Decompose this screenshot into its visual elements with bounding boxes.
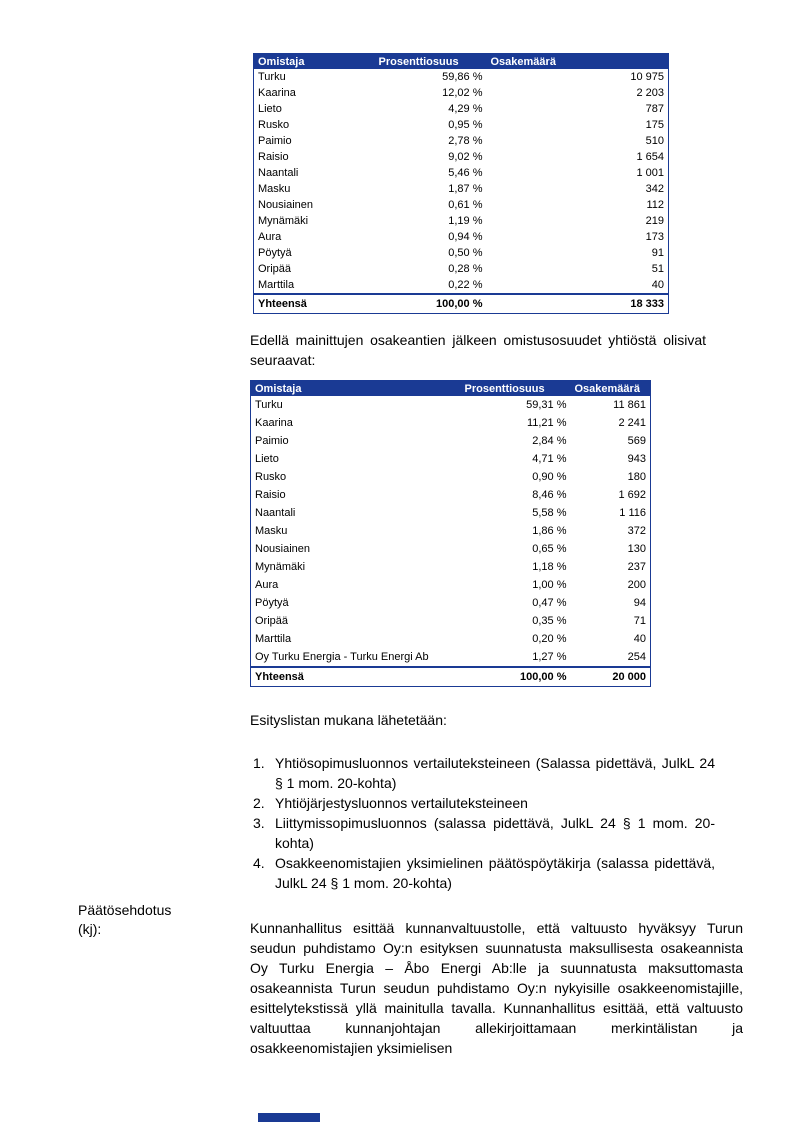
next-table-header-fragment [258, 1113, 320, 1122]
decision-proposal-label-line2: (kj): [78, 921, 102, 937]
cell-owner: Pöytyä [258, 247, 292, 259]
cell-percent: 12,02 % [442, 87, 483, 99]
list-item-number: 1. [253, 755, 265, 771]
cell-percent: 0,35 % [532, 615, 567, 627]
cell-percent: 1,18 % [532, 561, 567, 573]
list-item [253, 853, 715, 893]
cell-shares: 175 [645, 119, 664, 131]
cell-percent: 5,58 % [532, 507, 567, 519]
ownership-table-before [253, 53, 669, 314]
cell-owner: Kaarina [255, 417, 293, 429]
cell-total-label: Yhteensä [254, 294, 375, 314]
list-item-text: Liittymissopimusluonnos (salassa pidettävä, JulkL 24 § 1 mom. 20-kohta) [275, 815, 715, 851]
cell-shares: 1 692 [618, 489, 646, 501]
table-row [251, 486, 651, 504]
cell-shares: 1 654 [636, 151, 664, 163]
cell-owner: Mynämäki [258, 215, 309, 227]
cell-owner: Rusko [258, 119, 290, 131]
cell-percent: 1,19 % [448, 215, 483, 227]
table-row [251, 648, 651, 667]
cell-owner: Lieto [258, 103, 282, 115]
cell-shares: 569 [627, 435, 646, 447]
cell-percent: 1,86 % [532, 525, 567, 537]
cell-shares: 200 [627, 579, 646, 591]
cell-shares: 91 [651, 247, 664, 259]
table-row [254, 69, 669, 85]
cell-percent: 0,50 % [448, 247, 483, 259]
table-row [254, 213, 669, 229]
cell-percent: 2,78 % [448, 135, 483, 147]
list-item-text: Osakkeenomistajien yksimielinen päätöspöytäkirja (salassa pidettävä, JulkL 24 § 1 mom. 20-kohta) [275, 855, 715, 891]
table-row [251, 522, 651, 540]
cell-owner: Raisio [258, 151, 289, 163]
table-row [251, 576, 651, 594]
list-item-text: Yhtiösopimusluonnos vertailuteksteineen (Salassa pidettävä, JulkL 24 § 1 mom. 20-kohta) [275, 755, 715, 791]
table-row [251, 558, 651, 576]
cell-percent: 0,22 % [448, 279, 483, 291]
cell-total-percent: 100,00 % [461, 667, 571, 687]
cell-owner: Masku [255, 525, 288, 537]
cell-owner: Naantali [255, 507, 296, 519]
cell-shares: 180 [627, 471, 646, 483]
cell-percent: 2,84 % [532, 435, 567, 447]
cell-percent: 1,00 % [532, 579, 567, 591]
cell-shares: 51 [651, 263, 664, 275]
table-row [254, 149, 669, 165]
cell-owner: Aura [255, 579, 279, 591]
column-header-percent: Prosenttiosuus [461, 381, 571, 397]
cell-shares: 112 [646, 199, 664, 211]
cell-owner: Pöytyä [255, 597, 289, 609]
table-row [254, 165, 669, 181]
cell-owner: Raisio [255, 489, 286, 501]
cell-owner: Turku [258, 71, 286, 83]
cell-shares: 237 [627, 561, 646, 573]
column-header-owner: Omistaja [251, 381, 461, 397]
cell-shares: 173 [645, 231, 664, 243]
cell-percent: 8,46 % [532, 489, 567, 501]
cell-shares: 342 [645, 183, 664, 195]
cell-owner: Marttila [258, 279, 295, 291]
cell-owner: Kaarina [258, 87, 296, 99]
cell-percent: 1,27 % [532, 651, 567, 663]
cell-shares: 1 116 [619, 507, 646, 519]
cell-owner: Nousiainen [255, 543, 311, 555]
cell-percent: 5,46 % [448, 167, 483, 179]
cell-percent: 0,65 % [532, 543, 567, 555]
cell-owner: Oripää [258, 263, 292, 275]
cell-total-shares: 20 000 [571, 667, 651, 687]
cell-percent: 1,87 % [448, 183, 483, 195]
table-total-row [251, 667, 651, 687]
table-row [251, 432, 651, 450]
cell-percent: 4,29 % [448, 103, 483, 115]
cell-owner: Paimio [258, 135, 292, 147]
cell-shares: 94 [633, 597, 646, 609]
table-row [254, 277, 669, 294]
list-item-number: 4. [253, 855, 265, 871]
cell-percent: 0,61 % [448, 199, 483, 211]
table-row [251, 504, 651, 522]
cell-shares: 1 001 [636, 167, 664, 179]
table-row [251, 450, 651, 468]
cell-owner: Aura [258, 231, 282, 243]
table-row [251, 594, 651, 612]
table-row [251, 468, 651, 486]
cell-shares: 10 975 [630, 71, 664, 83]
ownership-table-after [250, 380, 651, 687]
table-row [251, 540, 651, 558]
table-row [251, 630, 651, 648]
table-row [254, 245, 669, 261]
cell-percent: 59,86 % [442, 71, 483, 83]
cell-owner: Rusko [255, 471, 287, 483]
cell-percent: 11,21 % [526, 417, 567, 429]
cell-shares: 40 [651, 279, 664, 291]
between-tables-paragraph: Edellä mainittujen osakeantien jälkeen omistusosuudet yhtiöstä olisivat seuraavat: [250, 332, 706, 368]
list-item [253, 753, 715, 793]
table-row [254, 101, 669, 117]
cell-shares: 2 203 [636, 87, 664, 99]
cell-shares: 787 [645, 103, 664, 115]
table-row [254, 197, 669, 213]
decision-proposal-label [78, 901, 238, 939]
decision-proposal-text: Kunnanhallitus esittää kunnanvaltuustolle, että valtuusto hyväksyy Turun seudun puhdistamo Oy:n esityksen suunnatusta maksullisesta osakeannista Oy Turku Energia – Åbo Energi Ab:lle ja suunnatusta maksuttomasta osakeannista Turun seudun puhdistamo Oy:n nykyisille osakkeenomistajille, esittelytekstissä yllä mainitulla tavalla. Kunnanhallitus esittää, että valtuusto valtuuttaa kunnanjohtajan allekirjoittamaan merkintälistan ja osakkeenomistajien yksimielisen [250, 920, 743, 1056]
cell-owner: Masku [258, 183, 291, 195]
table-header-row [254, 54, 669, 70]
cell-percent: 0,47 % [532, 597, 567, 609]
cell-percent: 0,94 % [448, 231, 483, 243]
list-item-text: Yhtiöjärjestysluonnos vertailuteksteineen [275, 795, 528, 811]
table-row [254, 85, 669, 101]
cell-shares: 130 [627, 543, 646, 555]
table-row [251, 612, 651, 630]
table-row [254, 133, 669, 149]
column-header-shares: Osakemäärä [487, 54, 669, 70]
cell-total-label: Yhteensä [251, 667, 461, 687]
cell-percent: 59,31 % [526, 399, 567, 411]
cell-owner: Naantali [258, 167, 299, 179]
attachments-intro: Esityslistan mukana lähetetään: [250, 712, 447, 728]
cell-shares: 71 [633, 615, 646, 627]
cell-percent: 9,02 % [448, 151, 483, 163]
cell-shares: 40 [633, 633, 646, 645]
list-item-number: 2. [253, 795, 265, 811]
table-row [254, 229, 669, 245]
column-header-percent: Prosenttiosuus [375, 54, 487, 70]
cell-shares: 943 [627, 453, 646, 465]
cell-percent: 0,95 % [448, 119, 483, 131]
cell-owner: Mynämäki [255, 561, 306, 573]
list-item [253, 793, 715, 813]
table-total-row [254, 294, 669, 314]
cell-owner: Lieto [255, 453, 279, 465]
cell-owner: Turku [255, 399, 283, 411]
cell-percent: 0,20 % [532, 633, 567, 645]
decision-proposal-label-line1: Päätösehdotus [78, 902, 172, 918]
list-item-number: 3. [253, 815, 265, 831]
cell-owner: Nousiainen [258, 199, 314, 211]
cell-percent: 0,90 % [532, 471, 567, 483]
cell-owner: Oy Turku Energia - Turku Energi Ab [255, 651, 429, 663]
attachments-list [253, 753, 715, 893]
cell-shares: 11 861 [613, 399, 646, 411]
cell-owner: Oripää [255, 615, 289, 627]
table-row [251, 396, 651, 414]
cell-percent: 0,28 % [448, 263, 483, 275]
cell-shares: 219 [645, 215, 664, 227]
table-row [254, 261, 669, 277]
table-row [251, 414, 651, 432]
table-row [254, 181, 669, 197]
cell-shares: 372 [627, 525, 646, 537]
column-header-shares: Osakemäärä [571, 381, 651, 397]
column-header-owner: Omistaja [254, 54, 375, 70]
cell-percent: 4,71 % [532, 453, 567, 465]
cell-shares: 510 [645, 135, 664, 147]
cell-shares: 2 241 [618, 417, 646, 429]
cell-owner: Paimio [255, 435, 289, 447]
cell-total-shares: 18 333 [487, 294, 669, 314]
cell-shares: 254 [627, 651, 646, 663]
table-header-row [251, 381, 651, 397]
list-item [253, 813, 715, 853]
table-row [254, 117, 669, 133]
cell-total-percent: 100,00 % [375, 294, 487, 314]
cell-owner: Marttila [255, 633, 292, 645]
